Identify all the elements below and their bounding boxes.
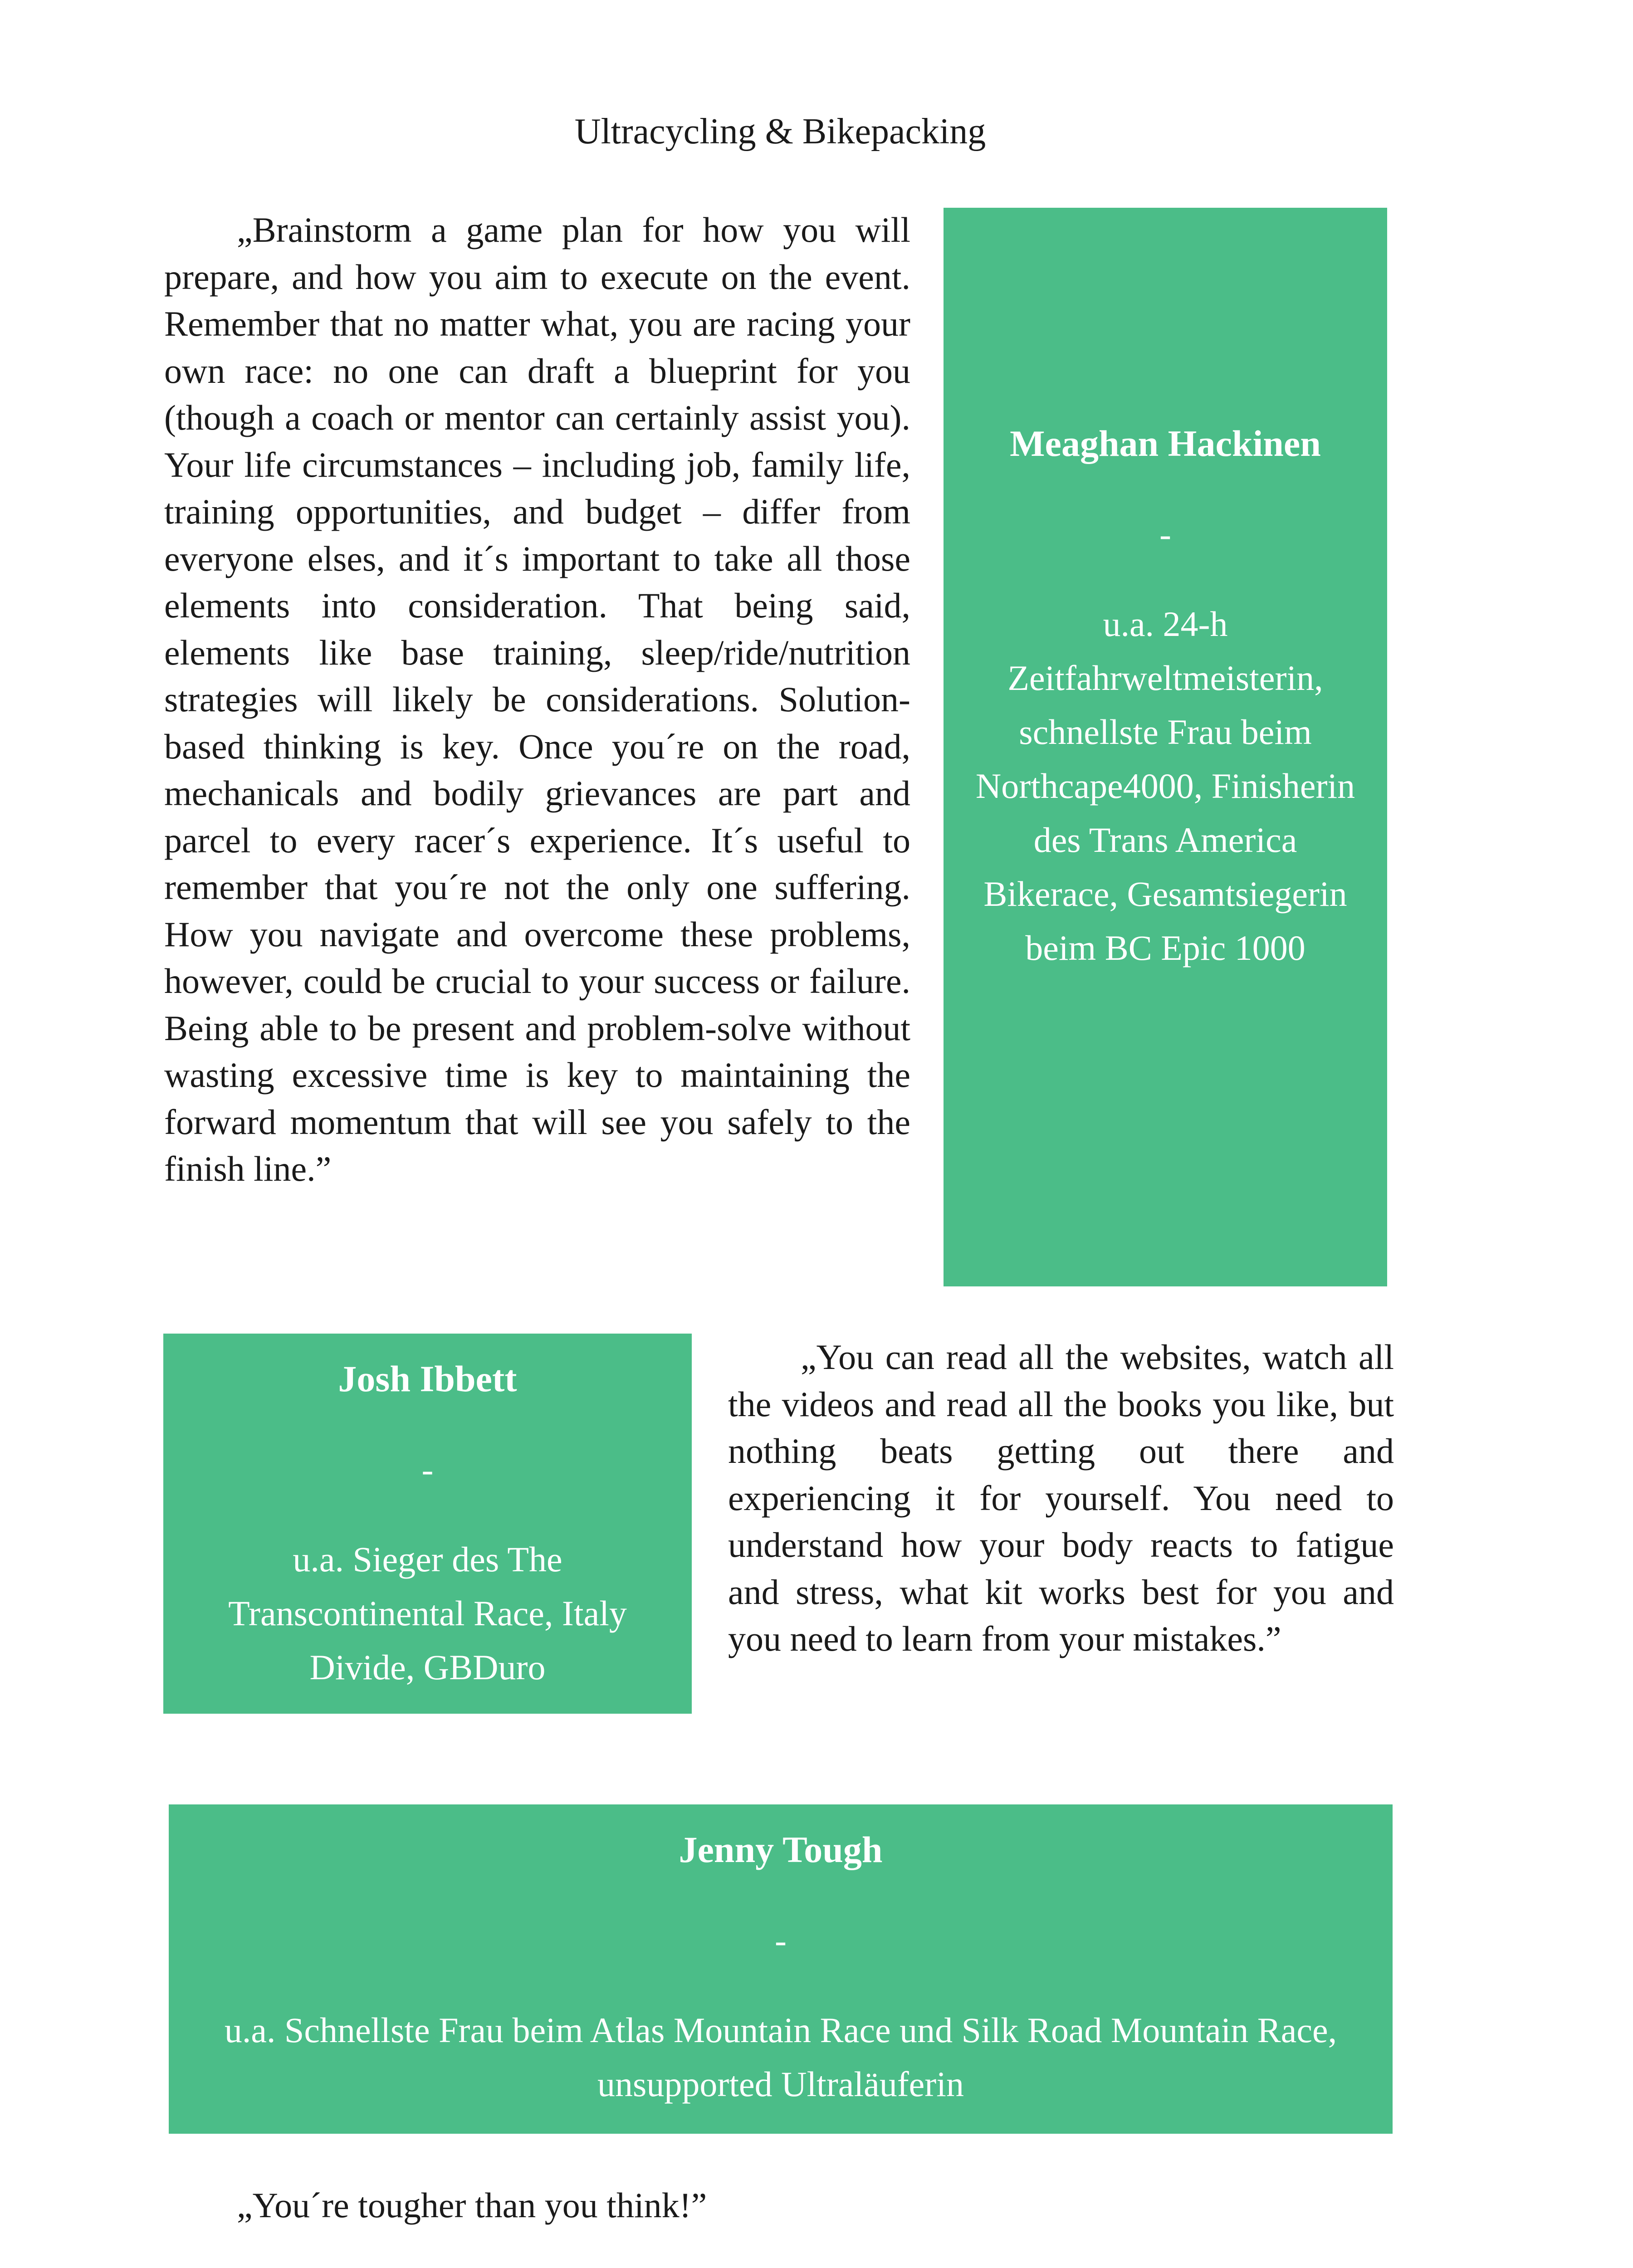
profile-name: Josh Ibbett bbox=[338, 1358, 517, 1399]
running-header: Ultracycling & Bikepacking bbox=[574, 112, 986, 152]
quote-text: „You can read all the websites, watch all the videos and read all the books you like, but nothing beats getting out there and experiencing it for yourself. You need to understand how your body reacts to fatigue and stress, what kit works best for you and you need to learn from your mistakes.” bbox=[728, 1337, 1394, 1658]
profile-description: u.a. Schnellste Frau beim Atlas Mountain Race und Silk Road Mountain Race, unsupported Ultraläuferin bbox=[224, 2010, 1337, 2104]
profile-description: u.a. Sieger des The Transcontinental Race, Italy Divide, GBDuro bbox=[228, 1540, 627, 1687]
quote-jenny-tough bbox=[164, 2182, 1298, 2229]
quote-text: „You´re tougher than you think!” bbox=[237, 2185, 707, 2225]
profile-box-josh-ibbett bbox=[163, 1334, 692, 1714]
profile-box-jenny-tough bbox=[169, 1804, 1393, 2134]
quote-text: „Brainstorm a game plan for how you will prepare, and how you aim to execute on the event. Remember that no matter what, you are racing your own race: no one can draft a blueprint for you (though a coach or mentor can certainly assist you). Your life circumstances – including job, family life, training opportunities, and budget – differ from everyone elses, and it´s important to take all those elements into consideration. That being said, elements like base training, sleep/ride/nutrition strategies will likely be considerations. Solution-based thinking is key. Once you´re on the road, mechanicals and bodily grievances are part and parcel to every racer´s experience. It´s useful to remember that you´re not the only one suffering. How you navigate and overcome these problems, however, could be crucial to your success or failure. Being able to be present and problem-solve without wasting excessive time is key to maintaining the forward momentum that will see you safely to the finish line.” bbox=[164, 210, 910, 1188]
quote-meaghan-hackinen bbox=[164, 206, 910, 1193]
profile-separator: - bbox=[1159, 514, 1171, 554]
profile-separator: - bbox=[775, 1921, 787, 1960]
quote-josh-ibbett bbox=[728, 1334, 1394, 1662]
profile-name: Meaghan Hackinen bbox=[1010, 423, 1321, 464]
profile-description: u.a. 24-h Zeitfahrweltmeisterin, schnellste Frau beim Northcape4000, Finisherin des Trans America Bikerace, Gesamtsiegerin beim BC Epic 1000 bbox=[975, 604, 1355, 968]
profile-separator: - bbox=[421, 1450, 434, 1489]
profile-name: Jenny Tough bbox=[679, 1829, 883, 1870]
profile-box-meaghan-hackinen bbox=[944, 208, 1387, 1286]
